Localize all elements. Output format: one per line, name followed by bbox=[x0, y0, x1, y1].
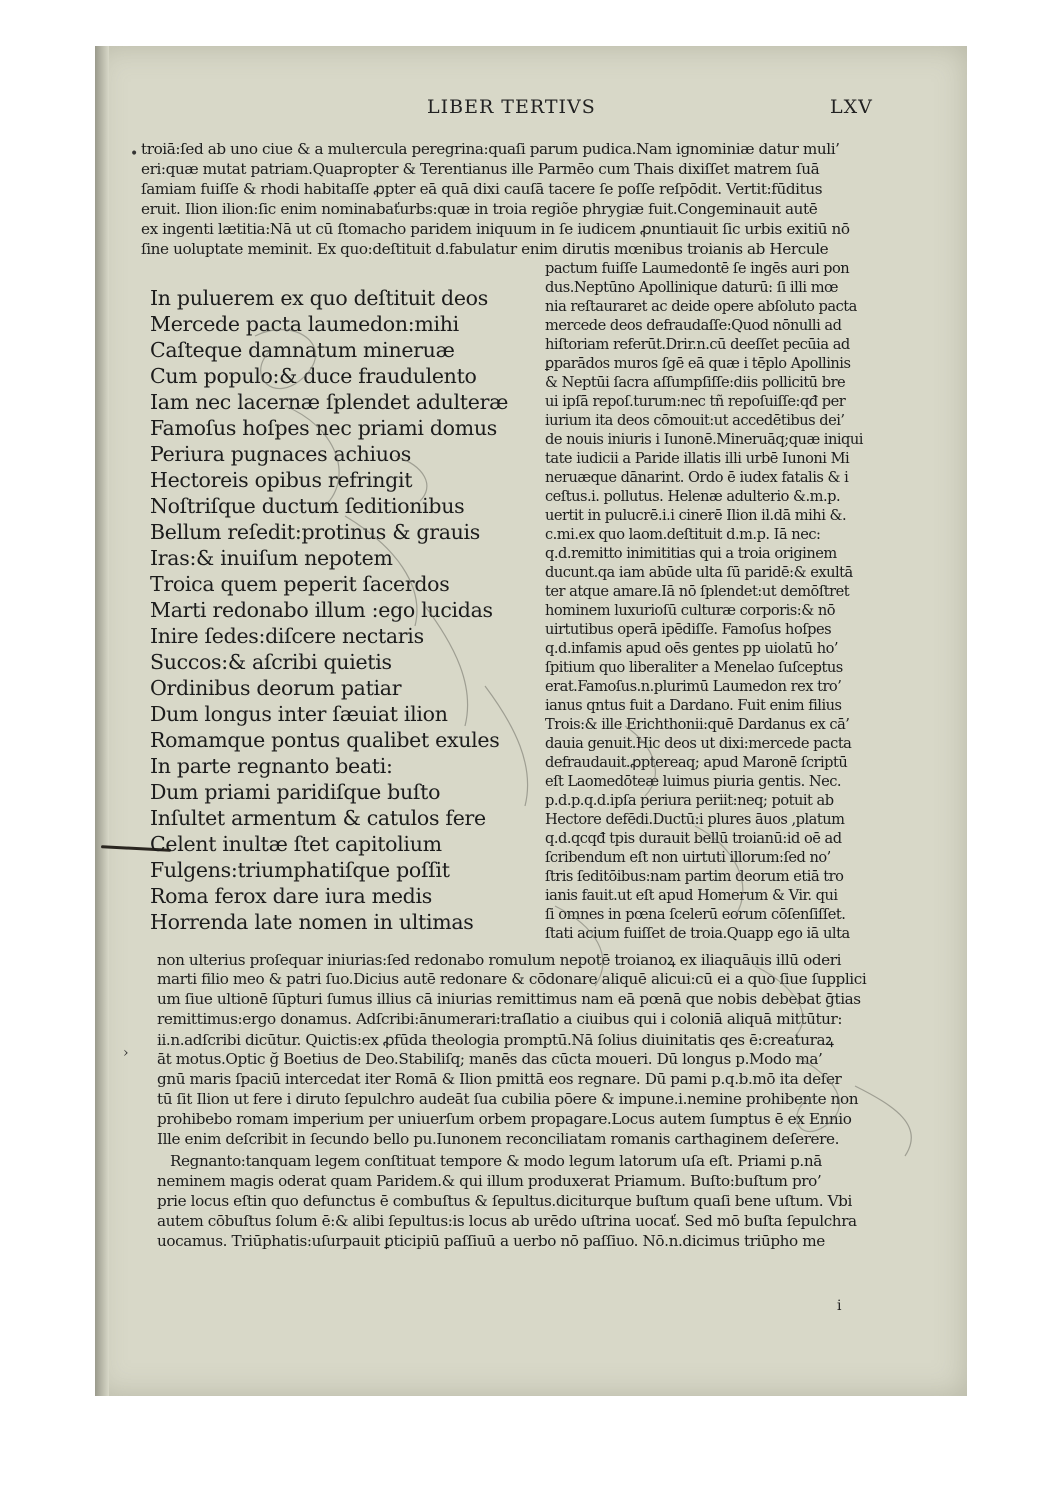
verse-line: Inire ſedes:diſcere nectaris bbox=[150, 624, 424, 648]
commentary-line: remittimus:ergo donamus. Adſcribi:ānumerari:traſlatio a ciuibus qui i coloniā aliquā mittūtur: bbox=[157, 1010, 843, 1028]
commentary-line: q.d.remitto inimititias qui a troia originem bbox=[545, 545, 837, 562]
commentary-line: ui ipſā repoſ.turum:nec tñ repoſuiſſe:qđ per bbox=[545, 393, 846, 410]
commentary-line: marti filio meo & patri ſuo.Dicius autē redonare & cōdonare aliquē alicui:cū ei a quo ſiue ſupplici bbox=[157, 970, 867, 988]
commentary-line: dus.Neptūno Apollinique daturū: ſi illi mœ bbox=[545, 279, 838, 296]
running-title: LIBER TERTIVS bbox=[427, 96, 596, 118]
commentary-line: autem cōbuſtus ſolum ē:& alibi ſepultus:is locus ab urēdo uſtrina uocať. Sed mō buſta ſepulchra bbox=[157, 1212, 857, 1230]
verse-line: Famoſus hoſpes nec priami domus bbox=[150, 416, 497, 440]
commentary-line: ducunt.qa iam abūde ulta ſū paridē:& exultā bbox=[545, 564, 853, 581]
commentary-line: mercede deos defraudaſſe:Quod nōnulli ad bbox=[545, 317, 842, 334]
commentary-line: neruæque dānarint. Ordo ē iudex fatalis & i bbox=[545, 469, 849, 486]
commentary-line: neminem magis oderat quam Paridem.& qui illum produxerat Priamum. Buſto:buſtum pro’ bbox=[157, 1172, 822, 1190]
commentary-line: c.mi.ex quo laom.deſtituit d.m.p. Iā nec: bbox=[545, 526, 821, 543]
commentary-line: āt motus.Optic ğ Boetius de Deo.Stabiliſq; manēs das cūcta moueri. Dū longus p.Modo ma’ bbox=[157, 1050, 823, 1068]
verse-line: Roma ferox dare iura medis bbox=[150, 884, 432, 908]
commentary-line: Regnanto:tanquam legem conſtituat tempore & modo legum latorum uſa eſt. Priami p.nā bbox=[170, 1152, 822, 1170]
commentary-line: troiā:ſed ab uno ciue & a mulιercula peregrina:quaſi parum pudica.Nam ignominiæ datur muli’ bbox=[141, 140, 840, 158]
commentary-line: pactum fuiſſe Laumedontē ſe ingēs auri pon bbox=[545, 260, 850, 277]
verse-line: Dum longus inter ſæuiat ilion bbox=[150, 702, 448, 726]
commentary-line: erat.Famoſus.n.plurimū Laumedon rex tro’ bbox=[545, 678, 842, 695]
commentary-line: ſtati acium fuiſſet de troia.Quapp ego iā ulta bbox=[545, 925, 850, 942]
verse-line: Cum populo:& duce fraudulento bbox=[150, 364, 477, 388]
verse-line: Fulgens:triumphatiſque poſſit bbox=[150, 858, 450, 882]
commentary-line: ſamiam fuiſſe & rhodi habitaſſe ꝓpter eā quā dixi cauſā tacere ſe poſſe reſpōdit. Vertit:fūditus bbox=[141, 180, 823, 198]
commentary-line: ex ingenti lætitia:Nā ut cū ſtomacho paridem iniquum in ſe iudicem ꝓnuntiauit ſic urbis exitiū nō bbox=[141, 220, 850, 238]
commentary-line: uirtutibus operā ipēdiſſe. Famoſus hoſpes bbox=[545, 621, 832, 638]
verse-line: Periura pugnaces achiuos bbox=[150, 442, 411, 466]
commentary-line: ꝑparādos muros ſgē eā quæ i tēplo Apollinis bbox=[545, 355, 851, 372]
commentary-line: tate iudicii a Paride illatis illi urbē Iunoni Mi bbox=[545, 450, 850, 467]
verse-line: Iras:& inuiſum nepotem bbox=[150, 546, 393, 570]
commentary-line: ſpitium quo liberaliter a Menelao ſuſceptus bbox=[545, 659, 843, 676]
commentary-line: ſi omnes in pœna ſcelerū eorum cōſenſiſſet. bbox=[545, 906, 846, 923]
verse-line: Noſtriſque ductum ſeditionibus bbox=[150, 494, 465, 518]
commentary-line: ſine uoluptate meminit. Ex quo:deſtituit d.fabulatur enim dirutis mœnibus troianis ab Hercule bbox=[141, 240, 829, 258]
commentary-line: uertit in pulucrē.i.i cinerē Ilion il.dā mihi &. bbox=[545, 507, 847, 524]
margin-pointer-mark: › bbox=[123, 1045, 129, 1061]
verse-line: Inſultet armentum & catulos fere bbox=[150, 806, 486, 830]
commentary-line: Ille enim deſcribit in ſecundo bello pu.Iunonem reconciliatam romanis carthaginem deſerere. bbox=[157, 1130, 840, 1148]
commentary-line: ſtris ſeditōibus:nam partim deorum etiā tro bbox=[545, 868, 844, 885]
commentary-line: ianus qntus fuit a Dardano. Fuit enim filius bbox=[545, 697, 842, 714]
commentary-line: ſcribendum eſt non uirtuti illorum:ſed no’ bbox=[545, 849, 831, 866]
commentary-line: ianis fauit.ut eſt apud Homerum & Vir. qui bbox=[545, 887, 838, 904]
commentary-line: um ſiue ultionē ſūpturi ſumus illius cā iniurias remittimus nam eā pœnā que nobis debebat ḡtias bbox=[157, 990, 861, 1008]
commentary-line: iurium ita deos cōmouit:ut accedētibus dei’ bbox=[545, 412, 845, 429]
verse-line: Horrenda late nomen in ultimas bbox=[150, 910, 474, 934]
commentary-line: eruit. Ilion ilion:ſic enim nominabaťurbs:quæ in troia regiõe phrygiæ fuit.Congeminauit autē bbox=[141, 200, 818, 218]
commentary-line: dauia genuit.Hic deos ut dixi:mercede pacta bbox=[545, 735, 852, 752]
verse-line: Succos:& aſcribi quietis bbox=[150, 650, 392, 674]
verse-line: In puluerem ex quo deſtituit deos bbox=[150, 286, 488, 310]
verse-line: Ordinibus deorum patiar bbox=[150, 676, 402, 700]
verse-line: Dum priami paridiſque buſto bbox=[150, 780, 441, 804]
verse-line: Mercede pacta laumedon:mihi bbox=[150, 312, 459, 336]
verse-line: Caſteque damnatum mineruæ bbox=[150, 338, 455, 362]
verse-line: Troica quem peperit ſacerdos bbox=[150, 572, 450, 596]
commentary-line: hominem luxurioſū culturæ corporis:& nō bbox=[545, 602, 836, 619]
commentary-line: uocamus. Triūphatis:uſurpauit ꝑticipiū paſſiuū a uerbo nō paſſiuo. Nō.n.dicimus triūpho me bbox=[157, 1232, 825, 1250]
commentary-line: prohibebo romam imperium per uniuerſum orbem propagare.Locus autem ſumptus ē ex Ennio bbox=[157, 1110, 852, 1128]
commentary-line: defraudauit.ꝓptereaq; apud Maronē ſcriptū bbox=[545, 754, 848, 771]
commentary-line: prie locus eſtin quo defunctus ē combuſtus & ſepultus.diciturque buſtum quaſi bene uſtum. Vbi bbox=[157, 1192, 852, 1210]
commentary-line: hiſtoriam referūt.Drir.n.cū deeſſet pecūia ad bbox=[545, 336, 850, 353]
verse-line: Romamque pontus qualibet exules bbox=[150, 728, 500, 752]
commentary-line: p.d.p.q.d.ipſa periura periit:neq; potuit ab bbox=[545, 792, 834, 809]
verse-line: Hectoreis opibus refringit bbox=[150, 468, 413, 492]
commentary-line: q.d.qcqđ tpis durauit bellū troianū:id oē ad bbox=[545, 830, 842, 847]
signature-mark: i bbox=[837, 1298, 842, 1314]
commentary-line: nia reſtauraret ac deide opere abſoluto pacta bbox=[545, 298, 857, 315]
commentary-line: Hectore defēdi.Ductū:i plures āuos ,platum bbox=[545, 811, 845, 828]
commentary-line: ceſtus.i. pollutus. Helenæ adulterio &.m.p. bbox=[545, 488, 841, 505]
verse-line: Marti redonabo illum :ego lucidas bbox=[150, 598, 493, 622]
margin-dot-mark: • bbox=[130, 146, 139, 162]
verse-line: Iam nec lacernæ ſplendet adulteræ bbox=[150, 390, 509, 414]
commentary-line: non ulterius proſequar iniurias:ſed redonabo romulum nepotē troianoꝝ ex iliaquāuis illū oderi bbox=[157, 951, 842, 969]
commentary-line: Trois:& ille Erichthonii:quē Dardanus ex cā’ bbox=[545, 716, 850, 733]
commentary-line: tū ſit Ilion ut fere i diruto ſepulchro audeāt ſua cubilia pōere & impune.i.nemine prohibente non bbox=[157, 1090, 859, 1108]
verse-line: Celent inultæ ſtet capitolium bbox=[150, 832, 442, 856]
folio-number: LXV bbox=[830, 96, 873, 118]
verse-line: In parte regnanto beati: bbox=[150, 754, 393, 778]
commentary-line: gnū maris ſpaciū intercedat iter Romā & Ilion pmittā eos regnare. Dū pami p.q.b.mō ita deſer bbox=[157, 1070, 842, 1088]
commentary-line: eſt Laomedōteæ luimus piuria gentis. Nec. bbox=[545, 773, 842, 790]
verse-line: Bellum reſedit:protinus & grauis bbox=[150, 520, 481, 544]
commentary-line: ter atque amare.Iā nō ſplendet:ut demōſtret bbox=[545, 583, 850, 600]
commentary-line: & Neptūi ſacra aſſumpſiſſe:diis pollicitū bre bbox=[545, 374, 846, 391]
commentary-line: de nouis iniuris i Iunonē.Mineruāq;quæ iniqui bbox=[545, 431, 863, 448]
commentary-line: q.d.infamis apud oēs gentes pp uiolatū ho’ bbox=[545, 640, 839, 657]
commentary-line: ii.n.adſcribi dicūtur. Quictis:ex ꝓfūda theologia promptū.Nā ſolius diuinitatis qes ē:creaturaꝝ bbox=[157, 1031, 834, 1049]
commentary-line: eri:quæ mutat patriam.Quapropter & Terentianus ille Parmēo cum Thais dixiſſet matrem ſuā bbox=[141, 160, 820, 178]
book-page bbox=[95, 46, 967, 1396]
